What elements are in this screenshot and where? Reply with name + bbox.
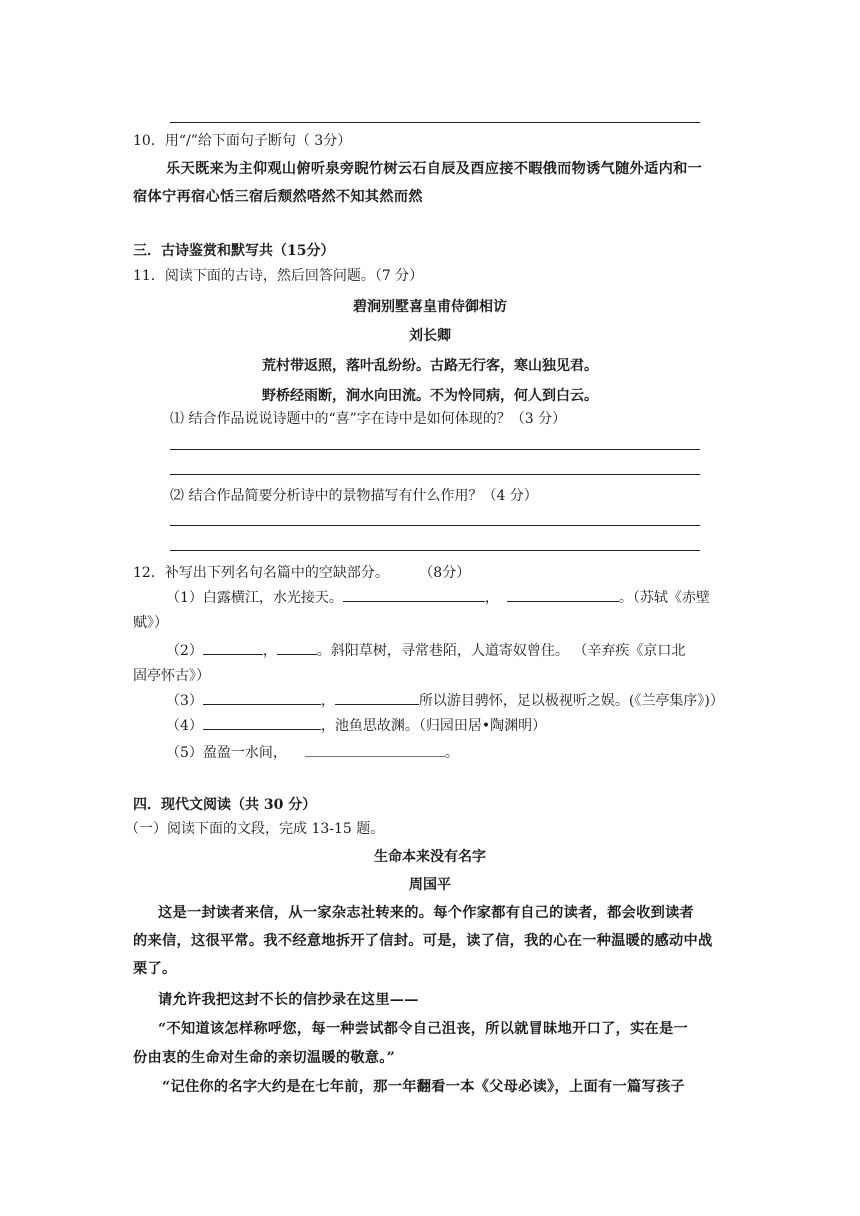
item2-blank2[interactable]: [277, 640, 317, 655]
item3-num: （3）: [166, 693, 203, 709]
item3-blank2[interactable]: [335, 690, 419, 705]
item2-blank1[interactable]: [203, 640, 263, 655]
answer-line-top: [170, 122, 700, 123]
item2-comma: ，: [262, 643, 277, 659]
q12-item4: [166, 715, 546, 735]
q10-title: 10．用“/”给下面句子断句（ 3分）: [133, 133, 352, 149]
article-author: 周国平: [409, 877, 451, 893]
item1-text: （1）白露横江，水光接天。: [166, 590, 343, 606]
item2-text: 。斜阳草树，寻常巷陌，人道寄奴曾住。 （辛弃疾《京口北: [316, 643, 686, 659]
item5-end: 。: [444, 745, 459, 761]
answer-line-q11-2a[interactable]: [170, 525, 700, 526]
poem-line2: 野桥经雨断，涧水向田流。不为怜同病，何人到白云。: [262, 388, 598, 404]
q12-item3: [166, 690, 724, 710]
answer-line-q11-2b[interactable]: [170, 550, 700, 551]
q11-sub2: ⑵ 结合作品简要分析诗中的景物描写有什么作用？（4 分）: [170, 488, 538, 504]
poem-title: 碧涧别墅喜皇甫侍御相访: [353, 299, 507, 315]
poem-author: 刘长卿: [409, 328, 451, 344]
answer-line-q11-1a[interactable]: [170, 449, 700, 450]
q12-title-text: 12．补写出下列名句名篇中的空缺部分。: [133, 565, 389, 581]
item4-text: ，池鱼思故渊。（归园田居•陶渊明）: [320, 718, 547, 734]
item4-blank1[interactable]: [203, 715, 321, 730]
q12-score: （8分）: [419, 565, 471, 581]
q10-sentence-line2: 宿体宁再宿心恬三宿后颓然嗒然不知其然而然: [133, 189, 423, 205]
q12-item1: [166, 587, 710, 607]
article-p4-line1: “记住你的名字大约是在七年前，那一年翻看一本《父母必读》，上面有一篇写孩子: [162, 1079, 685, 1095]
article-p1-line2: 的来信，这很平常。我不经意地拆开了信封。可是，读了信，我的心在一种温暖的感动中战: [133, 933, 713, 949]
article-title: 生命本来没有名字: [374, 849, 486, 865]
q12-item1-cont: 赋》）: [133, 615, 168, 631]
article-p3-line1: “不知道该怎样称呼您，每一种尝试都令自己沮丧，所以就冒昧地开口了，实在是一: [158, 1021, 689, 1037]
q12-item2-cont: 固亭怀古》）: [133, 668, 210, 684]
q12-item5: [166, 742, 459, 762]
item1-blank2[interactable]: [507, 587, 619, 602]
q11-title: 11．阅读下面的古诗，然后回答问题。（7 分）: [133, 268, 424, 284]
poem-line1: 荒村带返照，落叶乱纷纷。古路无行客，寒山独见君。: [262, 358, 598, 374]
article-p2: 请允许我把这封不长的信抄录在这里——: [158, 992, 419, 1008]
article-p3-line2: 份由衷的生命对生命的亲切温暖的敬意。”: [133, 1050, 396, 1066]
item1-comma: ，: [484, 590, 499, 606]
item5-text: （5）盈盈一水间，: [166, 745, 287, 761]
item1-blank1[interactable]: [343, 587, 485, 602]
section3-heading: 三．古诗鉴赏和默写共（15分）: [133, 243, 335, 259]
item1-source: 。（苏轼《赤壁: [618, 590, 710, 606]
q11-sub1: ⑴ 结合作品说说诗题中的“喜”字在诗中是如何体现的？（3 分）: [170, 411, 567, 427]
section4-part1: （一）阅读下面的文段，完成 13-15 题。: [125, 821, 385, 837]
article-p1-line3: 栗了。: [133, 961, 177, 977]
article-p1-line1: 这是一封读者来信，从一家杂志社转来的。每个作家都有自己的读者，都会收到读者: [158, 905, 695, 921]
section4-heading: 四．现代文阅读（共 30 分）: [133, 797, 317, 813]
q10-sentence-line1: 乐天既来为主仰观山俯听泉旁睨竹树云石自辰及酉应接不暇俄而物诱气随外适内和一: [166, 161, 703, 177]
q12-item2: [166, 640, 685, 660]
item3-comma: ，: [320, 693, 335, 709]
item5-blank1[interactable]: [305, 742, 445, 757]
item2-num: （2）: [166, 643, 203, 659]
item4-num: （4）: [166, 718, 203, 734]
answer-line-q11-1b[interactable]: [170, 474, 700, 475]
item3-blank1[interactable]: [203, 690, 321, 705]
item3-text: 所以游目骋怀，足以极视听之娱。(《兰亭集序》)）: [418, 693, 724, 709]
q12-title: [133, 562, 470, 582]
